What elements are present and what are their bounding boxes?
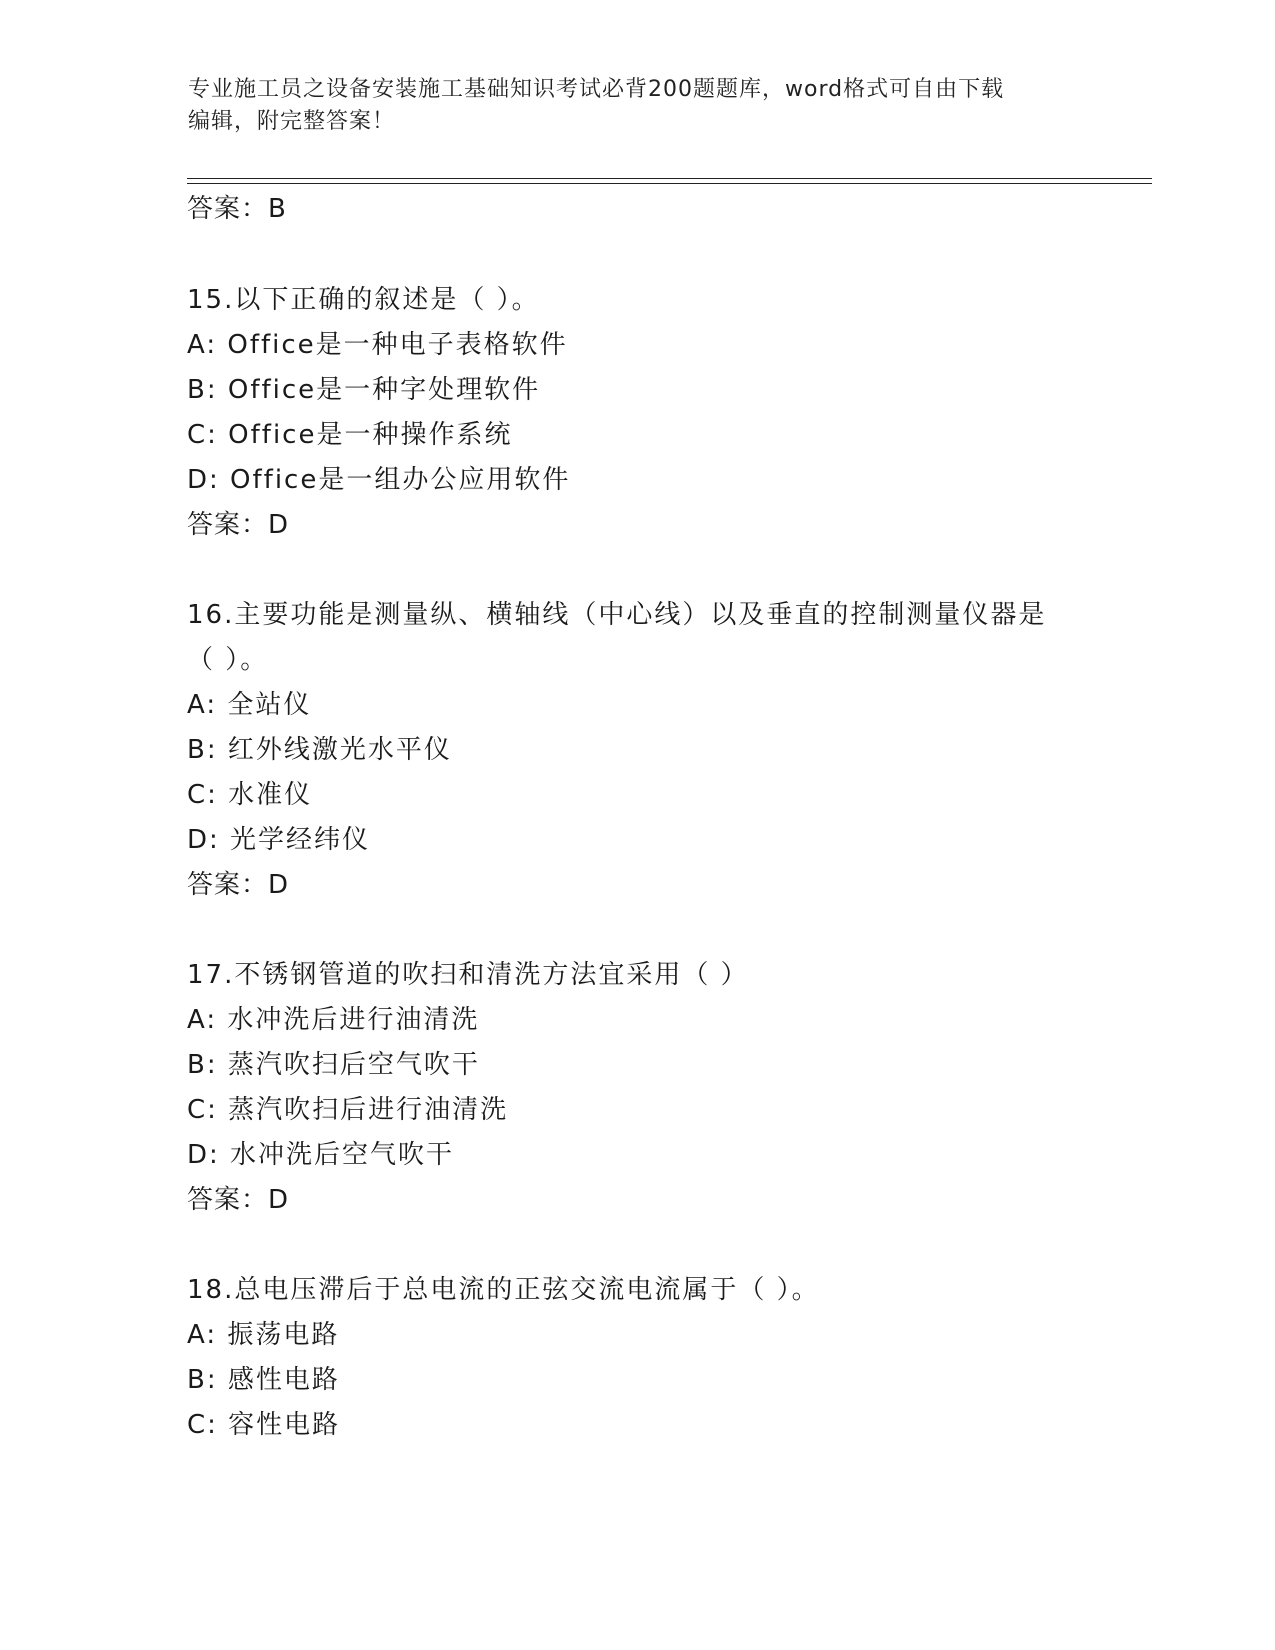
question-16-answer: 答案：D	[187, 870, 290, 900]
question-16-stem-continued: （ ）。	[187, 645, 269, 675]
document-header	[188, 74, 1088, 138]
question-17-option-d: D: 水冲洗后空气吹干	[187, 1140, 455, 1170]
question-15-option-b: B: Office是一种字处理软件	[187, 375, 541, 405]
header-line-2: 编辑，附完整答案！	[188, 109, 396, 134]
question-15-option-c: C: Office是一种操作系统	[187, 420, 513, 450]
question-15-option-a: A: Office是一种电子表格软件	[187, 330, 568, 360]
question-18-stem: 18.总电压滞后于总电流的正弦交流电流属于（ ）。	[187, 1275, 820, 1305]
question-17-option-b: B: 蒸汽吹扫后空气吹干	[187, 1050, 480, 1080]
question-16-stem: 16.主要功能是测量纵、横轴线（中心线）以及垂直的控制测量仪器是	[187, 600, 1047, 630]
header-line-1: 专业施工员之设备安装施工基础知识考试必背200题题库，word格式可自由下载	[188, 77, 1005, 102]
question-17-answer: 答案：D	[187, 1185, 290, 1215]
question-15-option-d: D: Office是一组办公应用软件	[187, 465, 571, 495]
question-16-option-a: A: 全站仪	[187, 690, 312, 720]
question-18-option-c: C: 容性电路	[187, 1410, 341, 1440]
question-17-stem: 17.不锈钢管道的吹扫和清洗方法宜采用（ ）	[187, 960, 749, 990]
question-16-option-d: D: 光学经纬仪	[187, 825, 371, 855]
question-17-option-c: C: 蒸汽吹扫后进行油清洗	[187, 1095, 509, 1125]
question-15-answer: 答案：D	[187, 510, 290, 540]
header-rule-bottom	[187, 183, 1152, 184]
previous-answer: 答案：B	[187, 194, 287, 224]
question-17-option-a: A: 水冲洗后进行油清洗	[187, 1005, 480, 1035]
question-18-option-b: B: 感性电路	[187, 1365, 340, 1395]
question-18-option-a: A: 振荡电路	[187, 1320, 340, 1350]
question-16-option-c: C: 水准仪	[187, 780, 313, 810]
question-16-option-b: B: 红外线激光水平仪	[187, 735, 452, 765]
question-15-stem: 15.以下正确的叙述是（ ）。	[187, 285, 540, 315]
header-rule-top	[187, 178, 1152, 179]
